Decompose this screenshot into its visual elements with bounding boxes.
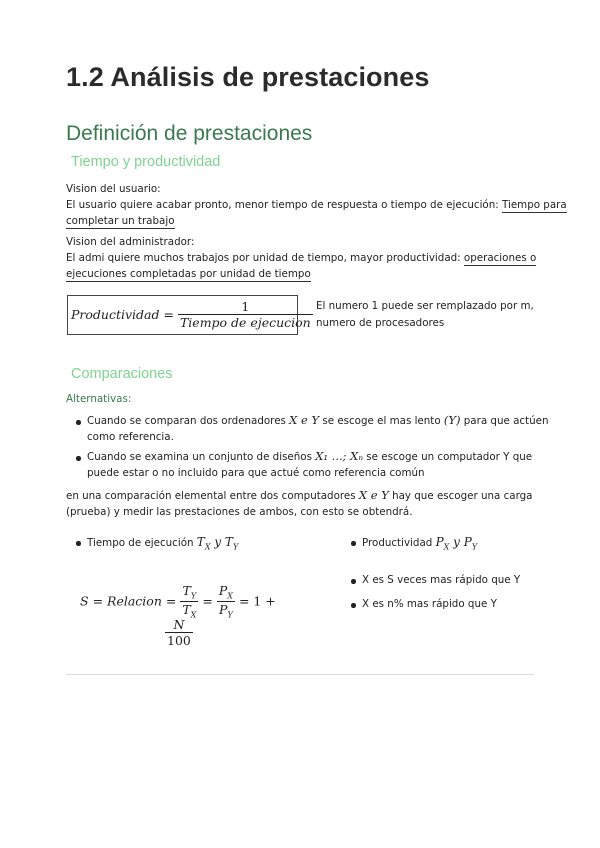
user-view-link-1[interactable]: Tiempo para (502, 199, 567, 211)
bullet-1-math-y: (Y) (443, 413, 461, 427)
user-view-line-2 (66, 213, 175, 230)
para-text-end: hay que escoger una carga (388, 490, 533, 502)
user-view-label: Vision del usuario: (66, 183, 161, 195)
para-text: en una comparación elemental entre dos computadores (66, 490, 359, 502)
productividad-label: Productividad (362, 537, 436, 549)
speedup-item-2: X es n% mas rápido que Y (362, 598, 497, 610)
percent-100: 100 (167, 633, 191, 648)
comparison-paragraph-line-2: (prueba) y medir las prestaciones de ambos, con esto se obtendrá. (66, 506, 413, 518)
bullet-dot (76, 420, 81, 425)
para-math-xy: X e Y (358, 488, 389, 502)
admin-view-link-2[interactable]: ejecuciones completadas por unidad de tiempo (66, 268, 311, 280)
bullet-dot (351, 603, 356, 608)
formula-fraction (178, 299, 313, 330)
speedup-plus-one: = 1 + (238, 593, 276, 609)
user-view-text: El usuario quiere acabar pronto, menor tiempo de respuesta o tiempo de ejecución: (66, 199, 502, 211)
subsection-title-tiempo: Tiempo y productividad (71, 154, 221, 170)
subsection-title-comparaciones: Comparaciones (71, 366, 173, 382)
bullet-2-line-2: puede estar o no incluido para que actué como referencia común (87, 467, 425, 479)
bullet-1-text-mid: se escoge el mas lento (319, 415, 444, 427)
bullet-1-text-end: para que actúen (460, 415, 549, 427)
formula-equals: = (163, 307, 174, 322)
formula-note-line-1: El numero 1 puede ser remplazado por m, (316, 300, 534, 312)
formula-numerator: 1 (178, 299, 313, 315)
percent-n: N (165, 617, 193, 633)
speedup-relacion: Relacion (107, 593, 162, 609)
bullet-2-line-1 (87, 448, 532, 466)
bullet-dot (76, 541, 81, 546)
bullet-2-math: X₁ ...; Xₙ (315, 449, 364, 463)
speedup-item-1: X es S veces mas rápido que Y (362, 574, 521, 586)
tiempo-ejecucion-bullet: Tiempo de ejecución $T_X$ y $T_Y$ (87, 535, 239, 552)
productividad-bullet: Productividad $P_X$ y $P_Y$ (362, 535, 478, 552)
admin-view-text: El admi quiere muchos trabajos por unidad de tiempo, mayor productividad: (66, 252, 464, 264)
page-title: 1.2 Análisis de prestaciones (66, 62, 430, 92)
speedup-s: S (80, 593, 89, 609)
admin-view-line-2 (66, 266, 311, 283)
throughput-ratio: $\frac{P_X}{P_Y}$ (218, 583, 233, 619)
percent-fraction (165, 617, 193, 648)
formula-note-line-2: numero de procesadores (316, 317, 445, 329)
formula-lhs: Productividad (71, 307, 160, 322)
bullet-dot (351, 579, 356, 584)
bullet-1-line-1 (87, 412, 549, 430)
admin-view-label: Vision del administrador: (66, 236, 195, 248)
tiempo-ejecucion-label: Tiempo de ejecución (87, 537, 197, 549)
section-title: Definición de prestaciones (66, 122, 313, 145)
bullet-2-text: Cuando se examina un conjunto de diseños (87, 451, 316, 463)
bullet-dot (351, 541, 356, 546)
formula-denominator: Tiempo de ejecucion (179, 315, 311, 330)
comparison-paragraph-line-1 (66, 487, 533, 505)
productividad-formula-box (67, 295, 311, 335)
admin-view-link-1[interactable]: operaciones o (463, 252, 537, 264)
time-ratio: $\frac{T_Y}{T_X}$ (182, 583, 197, 619)
bullet-1-math-xy: X e Y (289, 413, 320, 427)
user-view-link-2[interactable]: completar un trabajo (66, 215, 175, 227)
bullet-1-text: Cuando se comparan dos ordenadores (87, 415, 290, 427)
user-view-line (66, 197, 567, 214)
alternatives-label: Alternativas: (66, 393, 132, 405)
bullet-dot (76, 456, 81, 461)
divider (66, 674, 534, 675)
productividad-formula (71, 299, 313, 330)
bullet-2-text-end: se escoge un computador Y que (363, 451, 533, 463)
admin-view-line (66, 250, 536, 267)
speedup-formula: S = Relacion = $\frac{T_Y}{T_X}$ = $\frac{P_X}{P_Y}$ = 1 + (80, 583, 276, 619)
bullet-1-line-2: como referencia. (87, 431, 174, 443)
